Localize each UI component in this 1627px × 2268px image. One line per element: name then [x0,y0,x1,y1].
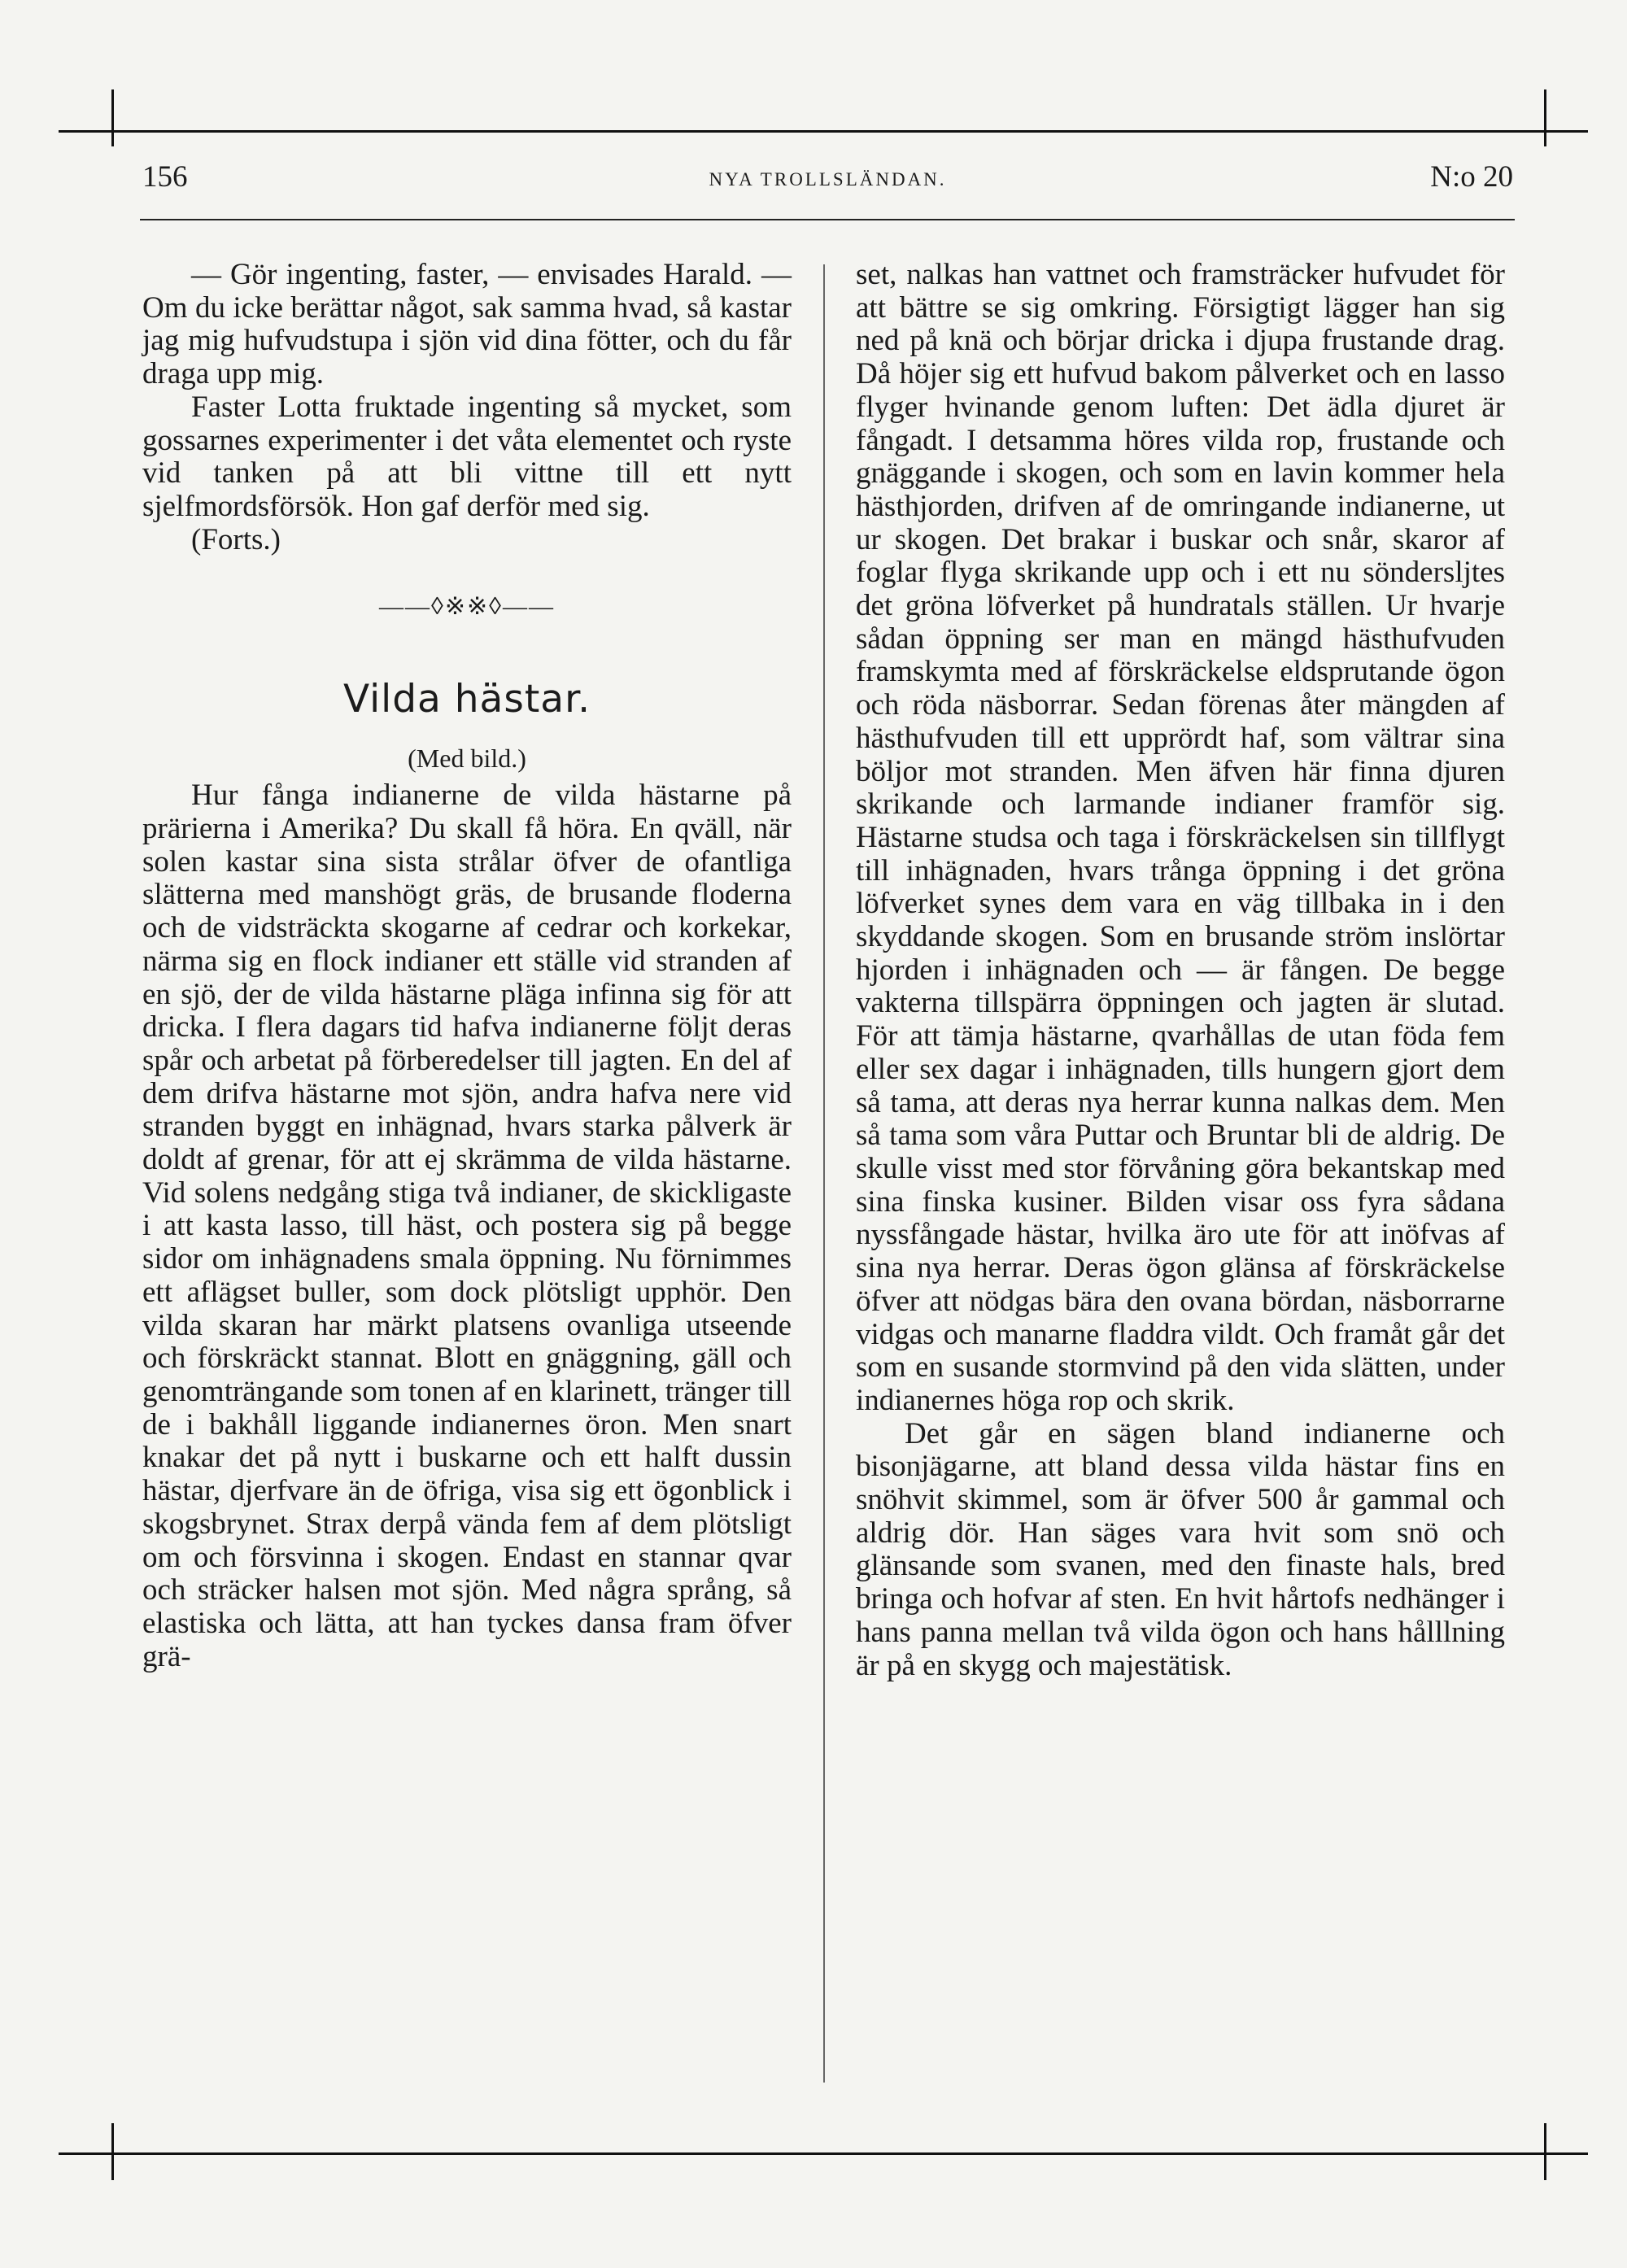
right-column [856,259,1505,1682]
article-subtitle: (Med bild.) [408,744,526,774]
article-paragraph-2: set, nalkas han vattnet och framsträcker hufvudet för att bättre se sig omkring. Försigtigt lägger han sig ned på knä och börjar dricka i djupa frustande drag. Då höjer sig ett hufvud bakom pålverket och en lasso flyger hvinande genom luften: Det ädla djuret är fångadt. I detsamma höres vilda rop, frustande och gnäggande i skogen, och som en lavin kommer hela hästhjorden, drifven af de omringande indianerne, ut ur skogen. Det brakar i buskar och snår, skaror af foglar flyga skrikande upp och i ett nu söndersljtes det gröna löfverket på hundratals ställen. Ur hvarje sådan öppning ser man en mängd hästhufvuden framskymta med af förskräckelse eldsprutande ögon och röda näsborrar. Sedan förenas åter mängden af hästhufvuden till ett upprördt haf, som vältrar sina böljor mot stranden. Men äfven här finna djuren skrikande och larmande indianer framför sig. Hästarne studsa och taga i förskräckelsen sin tillflygt till inhägnaden, hvars trånga öppning i det gröna löfverket synes dem vara en väg tillbaka in i den skyddande skogen. Som en brusande ström inslörtar hjorden i inhägnaden och — är fången. De begge vakterna tillspärra öppningen och jagten är slutad. För att tämja hästarne, qvarhållas de utan föda fem eller sex dagar i inhägnaden, tills hungern gjort dem så tama, att deras nya herrar kunna nalkas dem. Men så tama som våra Puttar och Bruntar bli de aldrig. De skulle visst med stor förvåning göra bekantskap med sina finska kusiner. Bilden visar oss fyra sådana nyssfångade hästar, hvilka äro ute för att inöfvas af sina nya herrar. Deras ögon glänsa af förskräckelse öfver att nödgas bära den ovana bördan, näsborrarne vidgas och manarne fladdra vildt. Och framåt går det som en susande stormvind på den vida slätten, under indianernes höga rop och skrik. [856,258,1505,1417]
crop-mark-bottom-left-vertical [111,2123,114,2180]
publication-title: NYA TROLLSLÄNDAN. [709,169,947,190]
running-header [142,159,1513,198]
story-paragraph-1: — Gör ingenting, faster, — envisades Harald. — Om du icke berättar något, sak samma hvad, så kastar jag mig hufvudstupa i sjön vid dina fötter, och du får draga upp mig. [142,258,792,391]
crop-mark-bottom-horizontal [59,2152,1588,2155]
crop-mark-bottom-right-vertical [1544,2123,1546,2180]
left-column [142,259,792,1673]
crop-mark-top-left-vertical [111,89,114,146]
page-number: 156 [142,160,188,194]
issue-number: N:o 20 [1430,160,1513,194]
column-divider [823,264,825,2083]
header-rule [140,219,1515,220]
article-paragraph-3: Det går en sägen bland indianerne och bisonjägarne, att bland dessa vilda hästar fins en snöhvit skimmel, som är öfver 500 år gammal och aldrig dör. Han säges vara hvit som snö och glänsande som svanen, med den finaste hals, bred bringa och hofvar af sten. En hvit hårtofs nedhänger i hans panna mellan två vilda ögon och hans hålllning är på en skygg och majestätisk. [856,1416,1505,1682]
crop-mark-top-right-vertical [1544,89,1546,146]
continuation-note: (Forts.) [191,522,281,556]
story-paragraph-2: Faster Lotta fruktade ingenting så mycket, som gossarnes experimenter i det våta elementet och ryste vid tanken på att bli vittne till ett nytt sjelfmordsförsök. Hon gaf derför med sig. [142,390,792,523]
article-title: Vilda hästar. [342,677,591,722]
crop-mark-top-horizontal [59,130,1588,133]
section-ornament: ——◊※※◊—— [379,593,555,621]
article-paragraph-1: Hur fånga indianerne de vilda hästarne på prärierna i Amerika? Du skall få höra. En qväll, när solen kastar sina sista strålar öfver de ofantliga slätterna med manshögt gräs, de brusande floderna och de vidsträckta skogarne af cedrar och korkekar, närma sig en flock indianer ett ställe vid stranden af en sjö, der de vilda hästarne pläga infinna sig för att dricka. I flera dagars tid hafva indianerne följt deras spår och arbetat på förberedelser till jagten. En del af dem drifva hästarne mot sjön, andra hafva nere vid stranden byggt en inhägnad, hvars starka pålverk är doldt af grenar, för att ej skrämma de vilda hästarne. Vid solens nedgång stiga två indianer, de skickligaste i att kasta lasso, till häst, och postera sig på begge sidor om inhägnadens smala öppning. Nu förnimmes ett aflägset buller, som dock plötsligt upphör. Den vilda skaran har märkt platsens ovanliga utseende och förskräckt stannat. Blott en gnäggning, gäll och genomträngande som tonen af en klarinett, tränger till de i bakhåll liggande indianernes öron. Men snart knakar det på nytt i buskarne och ett halft dussin hästar, djerfvare än de öfriga, visa sig ett ögonblick i skogsbrynet. Strax derpå vända fem af dem plötsligt om och försvinna i skogen. Endast en stannar qvar och sträcker halsen mot sjön. Med några språng, så elastiska och lätta, att han tyckes dansa fram öfver grä- [142,779,792,1673]
